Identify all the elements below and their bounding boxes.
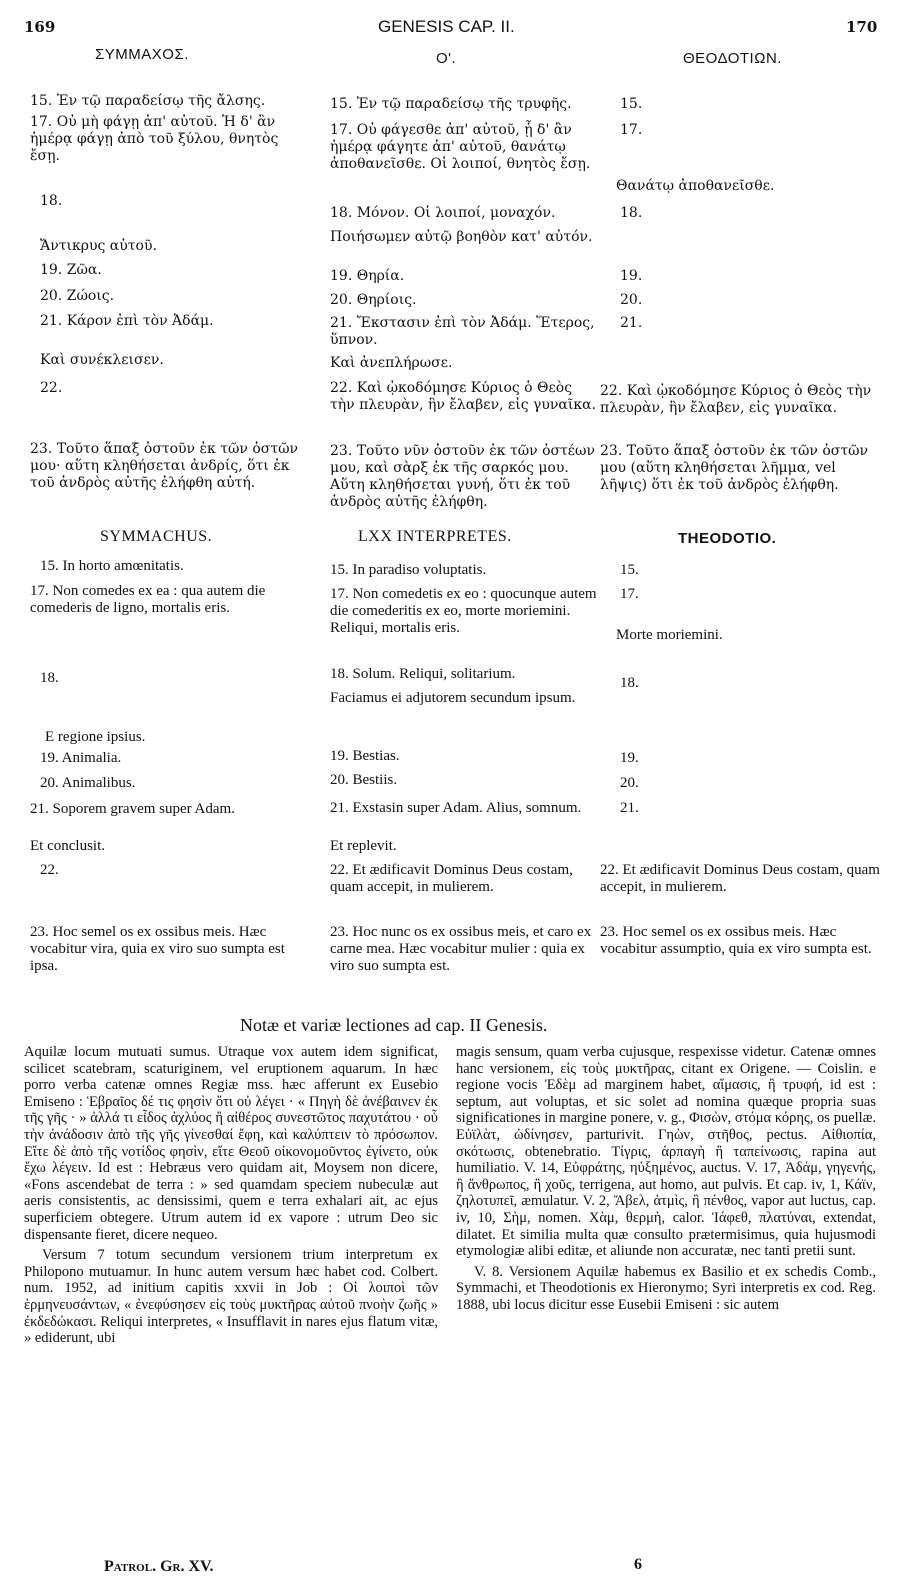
latin-head-lxx: LXX INTERPRETES. — [358, 528, 512, 545]
latin-head-theodotion: THEODOTIO. — [678, 530, 777, 547]
page-number-left: 169 — [24, 18, 56, 36]
verse-21: 21. Soporem gravem super Adam. — [30, 801, 235, 817]
footer-signature: Patrol. Gr. XV. — [104, 1558, 214, 1575]
verse-18: 18. — [620, 675, 639, 691]
verse-23: 23. Τοῦτο ἅπαξ ὀστοῦν ἐκ τῶν ὀστῶν μου· αὕτη κληθήσεται ἀνδρίς, ὅτι ἐκ τοῦ ἀνδρὸς αὐτῆς ἐλήφθη αὐτή. — [30, 441, 299, 491]
verse-22: 22. — [40, 862, 59, 878]
verse-18-text: E regione ipsius. — [45, 729, 146, 745]
verse-21-cont: Καὶ ἀνεπλήρωσε. — [330, 355, 453, 371]
verse-21-cont: Et conclusit. — [30, 838, 105, 854]
verse-18-text: Ἄντικρυς αὐτοῦ. — [40, 238, 157, 254]
verse-23: 23. Hoc semel os ex ossibus meis. Hæc vocabitur vira, quia ex viro suo sumpta est ipsa. — [30, 924, 285, 974]
verse-19: 19. Ζῶα. — [40, 262, 102, 278]
note-paragraph: Versum 7 totum secundum versionem trium interpretum ex Philopono mutuamur. In hunc autem versum hæc habet cod. Colbert. num. 1952, ad initium capitis xxvii in Job : Οἱ λοιποὶ τῶν ἑρμηνευσάντων, « ἐνεφύσησεν εἰς τοὺς μυκτῆρας αὐτοῦ πνοὴν ζωῆς » ἐκδεδώκασι. Reliqui interpretes, « Insufflavit in nares ejus flatum vitæ, » ediderunt, ubi — [24, 1247, 438, 1347]
verse-15: 15. In horto amœnitatis. — [40, 558, 184, 574]
verse-19: 19. Bestias. — [330, 748, 400, 764]
verse-22: 22. Καὶ ᾠκοδόμησε Κύριος ὁ Θεὸς τὴν πλευρὰν, ἣν ἔλαβεν, εἰς γυναῖκα. — [330, 380, 596, 413]
verse-18: 18. Solum. Reliqui, solitarium. — [330, 666, 516, 682]
verse-20: 20. — [620, 292, 643, 308]
verse-17: 17. Non comedetis ex eo : quocunque autem die comederitis ex eo, morte moriemini. Reliqui, mortalis eris. — [330, 586, 597, 636]
verse-23: 23. Hoc semel os ex ossibus meis. Hæc vocabitur assumptio, quia ex viro sumpta est. — [600, 924, 872, 957]
verse-15: 15. — [620, 562, 639, 578]
verse-18: 18. — [40, 670, 59, 686]
notes-title: Notæ et variæ lectiones ad cap. II Genesis. — [240, 1015, 548, 1035]
verse-20: 20. — [620, 775, 639, 791]
verse-23: 23. Τοῦτο νῦν ὀστοῦν ἐκ τῶν ὀστέων μου, καὶ σὰρξ ἐκ τῆς σαρκός μου. Αὕτη κληθήσεται γυνή, ὅτι ἐκ τοῦ ἀνδρὸς αὐτῆς ἐλήφθη. — [330, 443, 595, 510]
verse-21: 21. Ἔκστασιν ἐπὶ τὸν Ἀδάμ. Ἕτερος, ὕπνον. — [330, 315, 595, 348]
verse-20: 20. Ζώοις. — [40, 288, 115, 304]
notes-left-column — [24, 1044, 438, 1351]
verse-21-cont: Et replevit. — [330, 838, 397, 854]
verse-19: 19. — [620, 268, 643, 284]
verse-18-text: Faciamus ei adjutorem secundum ipsum. — [330, 690, 576, 706]
verse-18: 18. — [620, 205, 643, 221]
verse-15: 15. Ἐν τῷ παραδείσῳ τῆς τρυφῆς. — [330, 96, 572, 112]
verse-15: 15. — [620, 96, 643, 112]
verse-15: 15. In paradiso voluptatis. — [330, 562, 487, 578]
verse-22: 22. Καὶ ᾠκοδόμησε Κύριος ὁ Θεὸς τὴν πλευρὰν, ἣν ἔλαβεν, εἰς γυναῖκα. — [600, 383, 872, 416]
verse-21-cont: Καὶ συνέκλεισεν. — [40, 352, 164, 368]
note-paragraph: Aquilæ locum mutuati sumus. Utraque vox autem idem significat, scilicet scatebram, scaturiginem, vel eruptionem aquarum. In hæc porro verba catenæ omnes Regiæ mss. hæc afferunt ex Eusebio Emiseno : Ἑβραῖος δέ τις φησὶν ὅτι οὐ λέγει · « Πηγὴ δὲ ἀνέβαινεν ἐκ τῆς γῆς · » ἀλλά τι εἶδος ἀχλύος ἢ αἰθέρος συνεστῶτος παχυτάτου · οὗ τὴν ἀνάδοσιν ἀπὸ τῆς γῆς γίνεσθαί ἔφη, καὶ καλύπτειν τὸ πρόσωπον. Εἴτε δὲ ἀπὸ τῆς νοτίδος φησὶν, εἴτε Θεοῦ οἰκονομοῦντος ἐγίνετο, οὐκ ἔχω λέγειν. Id est : Hebræus vero quidam ait, Moysem non dicere, «Fons ascendebat de terra : » sed quamdam speciem nubeculæ aut aeris consistentis, ac densissimi, quem e terra exhalari ait, ac ejus superficiem obtegere. Utrum autem id ex vapore : utrum Deo sic dispensante fieret, dicere nequeo. — [24, 1044, 438, 1243]
verse-19: 19. Animalia. — [40, 750, 122, 766]
verse-18-text: Ποιήσωμεν αὐτῷ βοηθὸν κατ' αὐτόν. — [330, 229, 593, 245]
verse-23: 23. Hoc nunc os ex ossibus meis, et caro ex carne mea. Hæc vocabitur mulier : quia ex viro suo sumpta est. — [330, 924, 592, 974]
verse-15: 15. Ἐν τῷ παραδείσῳ τῆς ἄλσης. — [30, 93, 266, 109]
verse-22: 22. — [40, 380, 63, 396]
verse-23: 23. Τοῦτο ἅπαξ ὀστοῦν ἐκ τῶν ὀστῶν μου (αὕτη κληθήσεται λῆμμα, vel λῆψις) ὅτι ἐκ τοῦ ἀνδρὸς ἐλήφθη. — [600, 443, 869, 493]
verse-17-text: Θανάτῳ ἀποθανεῖσθε. — [616, 178, 775, 194]
verse-22: 22. Et ædificavit Dominus Deus costam, quam accepit, in mulierem. — [600, 862, 880, 895]
running-title: GENESIS CAP. II. — [378, 17, 515, 36]
verse-21: 21. Exstasin super Adam. Alius, somnum. — [330, 800, 582, 816]
verse-21: 21. — [620, 800, 639, 816]
verse-18: 18. Μόνον. Οἱ λοιποί, μοναχόν. — [330, 205, 556, 221]
verse-17: 17. Οὐ μὴ φάγῃ ἀπ' αὐτοῦ. Ἡ δ' ἂν ἡμέρᾳ φάγῃ ἀπὸ τοῦ ξύλου, θνητὸς ἔσῃ. — [30, 114, 279, 164]
verse-19: 19. Θηρία. — [330, 268, 405, 284]
greek-head-theodotion: ΘΕΟΔΟΤΙΩΝ. — [683, 50, 782, 67]
verse-18: 18. — [40, 193, 63, 209]
verse-19: 19. — [620, 750, 639, 766]
page-number-right: 170 — [846, 18, 878, 36]
verse-22: 22. Et ædificavit Dominus Deus costam, quam accepit, in mulierem. — [330, 862, 573, 895]
verse-20: 20. Bestiis. — [330, 772, 398, 788]
note-paragraph: V. 8. Versionem Aquilæ habemus ex Basilio et ex schedis Comb., Symmachi, et Theodotionis ex Hieronymo; Syri interpretis ex cod. Reg. 1888, ubi locus dicitur esse Eusebii Emiseni : sic autem — [456, 1263, 876, 1313]
note-paragraph: magis sensum, quam verba cujusque, respexisse videtur. Catenæ omnes hanc versionem, εἰς τοὺς μυκτῆρας, citant ex Origene. — Coislin. e regione vocis Ἐδὲμ ad marginem habet, αἵμασις, ἢ τρυφή, id est : septum, aut voluptas, et sic solet ad nomina quæque propria suas significationes in margine ponere, v. g., Φισὼν, στόμα κόρης, os puellæ. Εὐϊλὰτ, ὠδίνησεν, parturivit. Γηὼν, στῆθος, pectus. Αἰθιοπία, σκότωσις, obtenebratio. Τίγρις, ἁρπαγὴ ἢ ταπείνωσις, rapina aut humiliatio. V. 14, Εὐφράτης, ηὐξημένος, auctus. V. 17, Ἀδάμ, γηγενής, ἢ ἄνθρωπος, ἢ χοῦς, terrigena, aut homo, aut pulvis. Et cap. iv, 1, Κάϊν, ζηλοτυπεῖ, æmulatur. V. 2, Ἄβελ, ἀτμὶς, ἢ πένθος, vapor aut luctus, cap. iv, 10, Σὴμ, nomen. Χὰμ, θερμὴ, calor. Ἰάφεθ, πλατύναι, extendat, dilatet. Et similia multa quæ consulto prætermisimus, quia hujusmodi etymologiæ alibi editæ, et aliunde non accuratæ, nec tanti pretii sunt. — [456, 1044, 876, 1260]
verse-17: 17. Οὐ φάγεσθε ἀπ' αὐτοῦ, ᾗ δ' ἂν ἡμέρᾳ φάγητε ἀπ' αὐτοῦ, θανάτῳ ἀποθανεῖσθε. Οἱ λοιποί, θνητὸς ἔσῃ. — [330, 122, 591, 172]
footer-sheet-number: 6 — [634, 1556, 642, 1573]
verse-20: 20. Θηρίοις. — [330, 292, 417, 308]
latin-head-symmachus: SYMMACHUS. — [100, 528, 213, 545]
verse-21: 21. Κάρον ἐπὶ τὸν Ἀδάμ. — [40, 313, 214, 329]
verse-17-text: Morte moriemini. — [616, 627, 723, 643]
verse-20: 20. Animalibus. — [40, 775, 136, 791]
greek-head-lxx: Ο'. — [436, 50, 457, 67]
verse-17: 17. — [620, 586, 639, 602]
notes-right-column — [456, 1044, 876, 1318]
verse-17: 17. Non comedes ex ea : qua autem die comederis de ligno, mortalis eris. — [30, 583, 266, 616]
verse-17: 17. — [620, 122, 643, 138]
verse-21: 21. — [620, 315, 643, 331]
greek-head-symmachus: ΣΥΜΜΑΧΟΣ. — [95, 46, 189, 63]
